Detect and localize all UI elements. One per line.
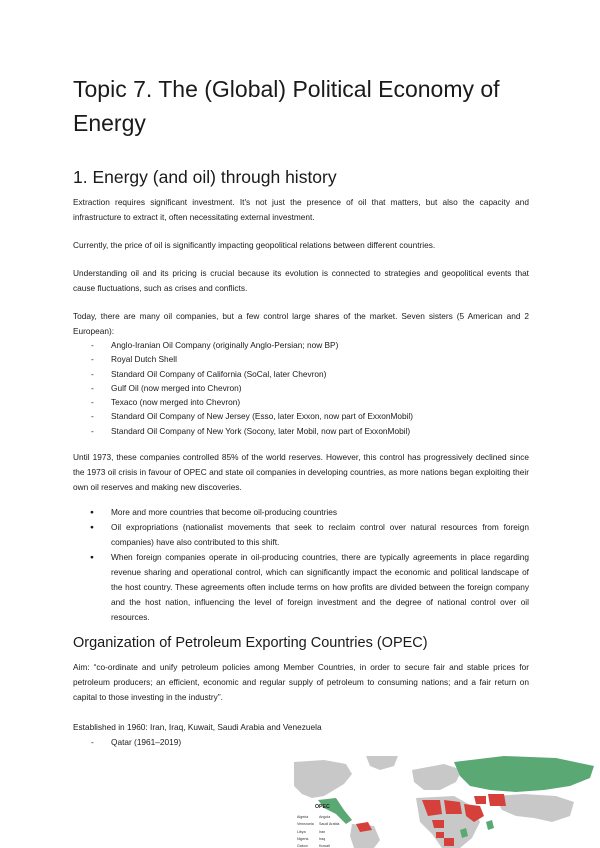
map-member-country [436,832,444,838]
list-item: ● When foreign companies operate in oil-producing countries, there are typically agreements in place regarding revenue sharing and operational control, which can significantly impact the economic and political landscape of the host country. These agreements often include terms on how profits are divided between the foreign company and the host nation, influencing the level of foreign investment and the degree of national control over oil resources. [73,550,529,625]
legend-row: Nigeria Iraq [297,836,326,841]
map-member-country [488,794,506,806]
map-member-country [432,820,444,828]
paragraph-extraction: Extraction requires significant investment. It's not just the presence of oil that matters, but also the capacity and infrastructure to extract it, often necessitating external investment. [73,197,529,222]
map-legend [297,814,339,848]
legend-row: Algeria Angola [297,815,331,819]
map-member-country [444,838,454,846]
seven-sisters-list [73,338,529,438]
legend-row: Venezuela Saudi Arabia [297,822,340,827]
paragraph-seven-sisters-intro: Today, there are many oil companies, but a few control large shares of the market. Seven sisters (5 American and 2 European): [73,311,529,336]
paragraph-until-1973: Until 1973, these companies controlled 85% of the world reserves. However, this control has progressively declined since the 1973 oil crisis in favour of OPEC and state oil companies in developing countries, as more nations began exploiting their own oil reserves and making new discoveries. [73,452,529,492]
list-item: ● More and more countries that become oil-producing countries [73,505,529,520]
map-legend-title: OPEC [315,804,330,810]
paragraph-oil-price: Currently, the price of oil is significantly impacting geopolitical relations between different countries. [73,240,436,250]
map-land [494,794,574,822]
list-item: - Standard Oil Company of California (SoCal, later Chevron) [73,367,529,381]
map-land [412,764,462,790]
map-member-country [444,800,462,814]
section-heading-opec: Organization of Petroleum Exporting Countries (OPEC) [73,635,428,651]
list-item: - Texaco (now merged into Chevron) [73,395,529,409]
list-item: - Standard Oil Company of New Jersey (Esso, later Exxon, now part of ExxonMobil) [73,409,529,423]
paragraph-understanding-oil: Understanding oil and its pricing is crucial because its evolution is connected to strategies and geopolitical events that cause fluctuations, such as crises and conflicts. [73,268,529,293]
list-item: - Gulf Oil (now merged into Chevron) [73,381,529,395]
list-item: - Qatar (1961–2019) [73,735,529,749]
former-members-list [73,735,529,749]
map-non-member-country [454,756,594,792]
paragraph-opec-aim: Aim: “co-ordinate and unify petroleum policies among Member Countries, in order to secure fair and stable prices for petroleum producers; an efficient, economic and regular supply of petroleum to consuming nations; and a fair return on capital to those investing in the industry”. [73,662,529,702]
paragraph-established: Established in 1960: Iran, Iraq, Kuwait, Saudi Arabia and Venezuela [73,722,322,732]
list-item: ● Oil expropriations (nationalist movements that seek to reclaim control over natural resources from foreign companies) have also contributed to this shift. [73,520,529,550]
list-item: - Royal Dutch Shell [73,352,529,366]
shift-bullet-list [73,505,529,625]
map-graphic [294,756,600,848]
legend-row: Gabon Kuwait [297,844,330,848]
list-item: - Anglo-Iranian Oil Company (originally Anglo-Persian; now BP) [73,338,529,352]
section-heading-energy-history: 1. Energy (and oil) through history [73,167,337,187]
map-land [294,760,352,798]
list-item: - Standard Oil Company of New York (Socony, later Mobil, now part of ExxonMobil) [73,424,529,438]
opec-world-map [294,756,600,848]
legend-row: Libya Iran [297,829,326,834]
page-title: Topic 7. The (Global) Political Economy of Energy [73,76,500,136]
map-land [366,756,398,770]
map-non-member-country [486,820,494,830]
map-member-country [474,796,486,804]
